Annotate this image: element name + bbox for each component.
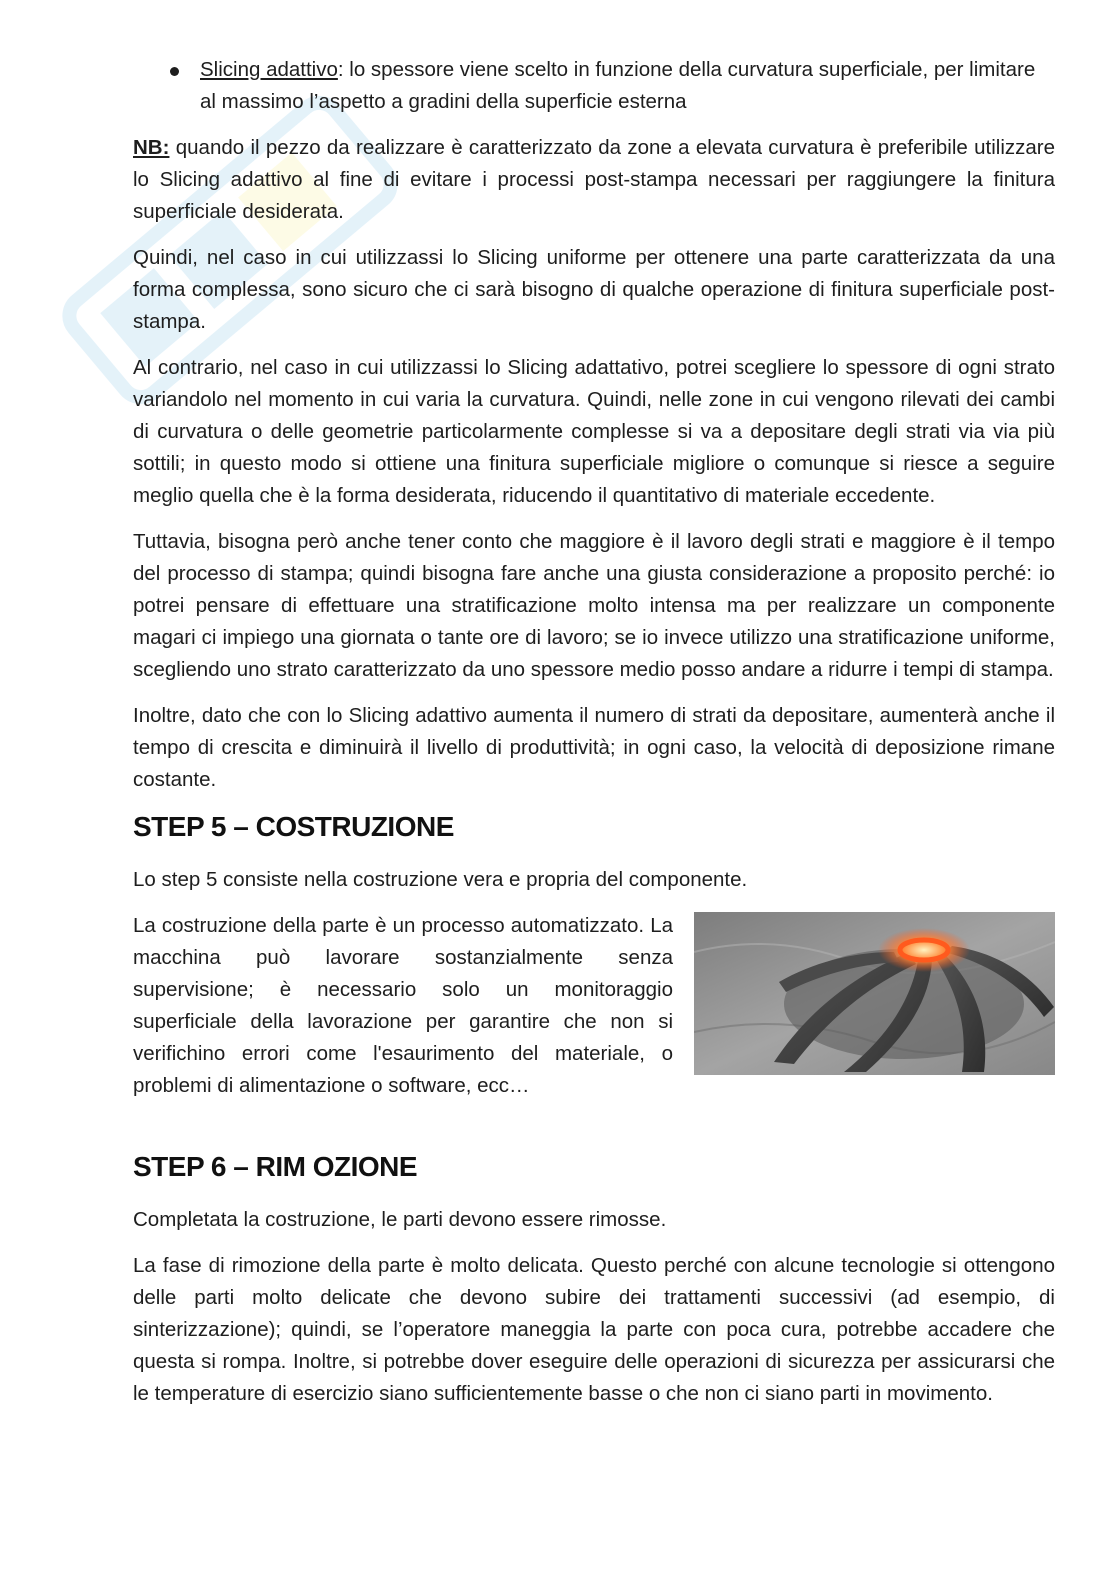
bullet-text: : lo spessore viene scelto in funzione della curvatura superficiale, per limitare al massimo l’aspetto a gradini della superficie esterna xyxy=(200,58,1036,113)
bullet-term: Slicing adattivo xyxy=(200,58,338,81)
paragraph: Al contrario, nel caso in cui utilizzassi lo Slicing adattativo, potrei scegliere lo spessore di ogni strato variandolo nel momento in cui varia la curvatura. Quindi, nelle zone in cui vengono rilevati dei cambi di curvatura o delle geometrie particolarmente complesse si va a depositare degli strati via via più sottili; in questo modo si ottiene una finitura superficiale migliore o comunque si riesce a seguire meglio quella che è la forma desiderata, riducendo il quantitativo di materiale eccedente. xyxy=(133,356,1055,507)
step6-body: La fase di rimozione della parte è molto delicata. Questo perché con alcune tecnologie si ottengono delle parti molto delicate che devono subire dei trattamenti successivi (ad esempio, di sinterizzazione); quindi, se l’operatore maneggia la parte con poca cura, potrebbe accadere che questa si rompa. Inoltre, si potrebbe dover eseguire delle operazioni di sicurezza per assicurarsi che le temperature di esercizio siano sufficientemente basse o che non ci siano parti in movimento. xyxy=(133,1254,1055,1405)
paragraph: Quindi, nel caso in cui utilizzassi lo Slicing uniforme per ottenere una parte caratterizzata da una forma complessa, sono sicuro che ci sarà bisogno di qualche operazione di finitura superficiale post-stampa. xyxy=(133,246,1055,333)
text-column xyxy=(133,54,1055,1424)
step5-heading: STEP 5 – COSTRUZIONE xyxy=(133,811,454,842)
nb-text: quando il pezzo da realizzare è caratterizzato da zone a elevata curvatura è preferibile utilizzare lo Slicing adattivo al fine di evitare i processi post-stampa necessari per raggiungere la finitura superficiale desiderata. xyxy=(133,136,1055,223)
step6-intro: Completata la costruzione, le parti devono essere rimosse. xyxy=(133,1208,667,1231)
laser-glow-icon xyxy=(878,928,970,972)
step5-intro: Lo step 5 consiste nella costruzione vera e propria del componente. xyxy=(133,868,748,891)
impeller-illustration xyxy=(694,912,1055,1075)
step6-heading: STEP 6 – RIM OZIONE xyxy=(133,1151,418,1182)
impeller-photo xyxy=(694,912,1055,1075)
paragraph: Inoltre, dato che con lo Slicing adattivo aumenta il numero di strati da depositare, aumenterà anche il tempo di crescita e diminuirà il livello di produttività; in ogni caso, la velocità di deposizione rimane costante. xyxy=(133,704,1055,791)
step5-body: La costruzione della parte è un processo automatizzato. La macchina può lavorare sostanzialmente senza supervisione; è necessario solo un monitoraggio superficiale della lavorazione per garantire che non si verifichino errori come l'esaurimento del materiale, o problemi di alimentazione o software, ecc… xyxy=(133,914,673,1097)
bullet-item xyxy=(133,54,1055,118)
bullet-dot-icon xyxy=(170,67,179,76)
step5-body-with-figure xyxy=(133,910,1055,1136)
paragraph: Tuttavia, bisogna però anche tener conto che maggiore è il lavoro degli strati e maggiore è il tempo del processo di stampa; quindi bisogna fare anche una giusta considerazione a proposito perché: io potrei pensare di effettuare una stratificazione molto intensa ma per realizzare un componente magari ci impiego una giornata o tante ore di lavoro; se io invece utilizzo una stratificazione uniforme, scegliendo uno strato caratterizzato da uno spessore medio posso andare a ridurre i tempi di stampa. xyxy=(133,530,1055,681)
nb-paragraph xyxy=(133,132,1055,228)
nb-label: NB: xyxy=(133,136,170,159)
